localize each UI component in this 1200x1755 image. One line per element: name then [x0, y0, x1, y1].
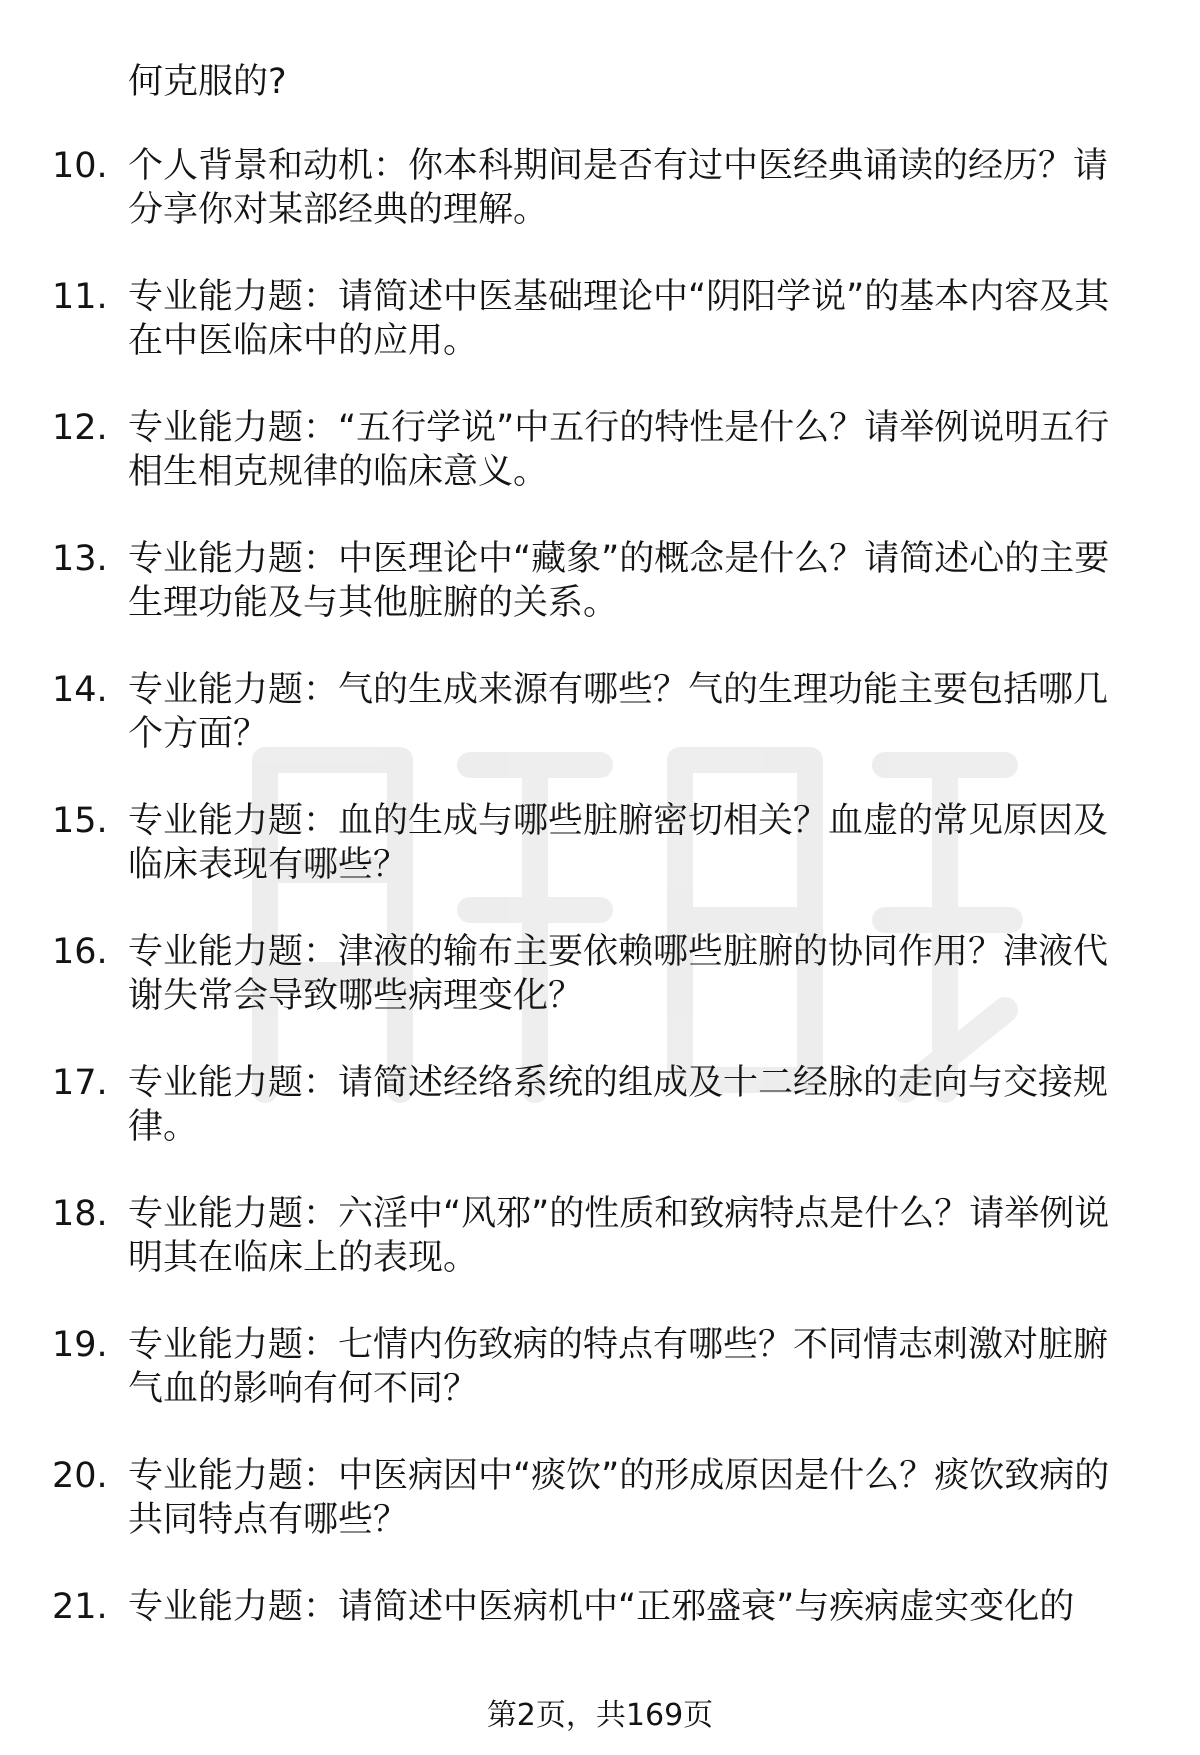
question-number: 21.	[52, 1587, 108, 1627]
question-text: 专业能力题：津液的输布主要依赖哪些脏腑的协同作用？津液代谢失常会导致哪些病理变化？	[128, 932, 1109, 1016]
question-text: 专业能力题：气的生成来源有哪些？气的生理功能主要包括哪几个方面？	[128, 670, 1109, 754]
question-number: 13.	[52, 539, 108, 579]
list-item	[52, 1192, 1138, 1280]
question-number: 18.	[52, 1194, 108, 1234]
question-text: 专业能力题：中医病因中“痰饮”的形成原因是什么？痰饮致病的共同特点有哪些？	[128, 1456, 1110, 1540]
question-number: 12.	[52, 408, 108, 448]
question-number: 20.	[52, 1456, 108, 1496]
question-number: 16.	[52, 932, 108, 972]
question-text: 个人背景和动机：你本科期间是否有过中医经典诵读的经历？请分享你对某部经典的理解。	[128, 146, 1109, 230]
list-item	[52, 144, 1138, 232]
question-text: 专业能力题：请简述中医基础理论中“阴阳学说”的基本内容及其在中医临床中的应用。	[128, 277, 1110, 361]
list-item	[52, 1585, 1138, 1673]
question-number: 17.	[52, 1063, 108, 1103]
list-item	[52, 1323, 1138, 1411]
question-number: 11.	[52, 277, 108, 317]
list-item	[52, 668, 1138, 756]
question-number: 10.	[52, 146, 108, 186]
list-item	[52, 1454, 1138, 1542]
page-footer: 第2页，共169页	[486, 1698, 714, 1733]
question-number: 19.	[52, 1325, 108, 1365]
list-item	[52, 799, 1138, 887]
continued-question-text: 何克服的?	[128, 62, 287, 102]
question-text: 专业能力题：请简述经络系统的组成及十二经脉的走向与交接规律。	[128, 1063, 1109, 1147]
question-text: 专业能力题：“五行学说”中五行的特性是什么？请举例说明五行相生相克规律的临床意义。	[128, 408, 1110, 492]
question-number: 15.	[52, 801, 108, 841]
question-text: 专业能力题：中医理论中“藏象”的概念是什么？请简述心的主要生理功能及与其他脏腑的关系。	[128, 539, 1110, 623]
list-item	[52, 275, 1138, 363]
question-text: 专业能力题：请简述中医病机中“正邪盛衰”与疾病虚实变化的	[128, 1587, 1075, 1627]
question-text: 专业能力题：血的生成与哪些脏腑密切相关？血虚的常见原因及临床表现有哪些？	[128, 801, 1109, 885]
list-item	[52, 406, 1138, 494]
question-list	[52, 144, 1138, 1716]
question-text: 专业能力题：六淫中“风邪”的性质和致病特点是什么？请举例说明其在临床上的表现。	[128, 1194, 1110, 1278]
question-number: 14.	[52, 670, 108, 710]
list-item	[52, 930, 1138, 1018]
list-item	[52, 1061, 1138, 1149]
question-text: 专业能力题：七情内伤致病的特点有哪些？不同情志刺激对脏腑气血的影响有何不同？	[128, 1325, 1109, 1409]
list-item	[52, 537, 1138, 625]
